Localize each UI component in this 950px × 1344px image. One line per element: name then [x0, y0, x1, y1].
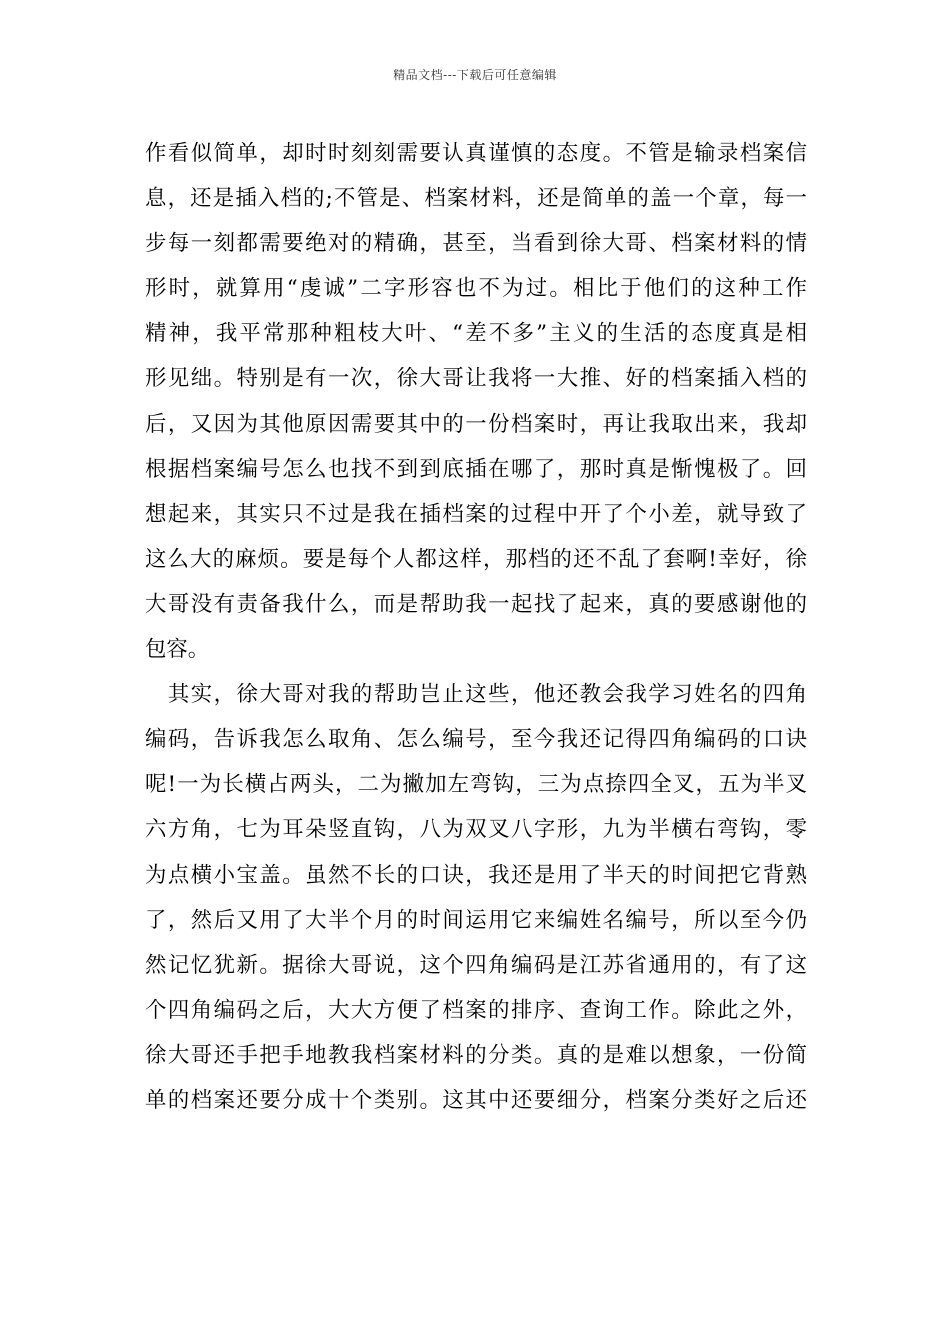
text-line: 大哥没有责备我什么，而是帮助我一起找了起来，真的要感谢他的 — [145, 591, 807, 617]
text-line: 精神，我平常那种粗枝大叶、“差不多”主义的生活的态度真是相 — [145, 321, 807, 347]
text-line: 根据档案编号怎么也找不到到底插在哪了，那时真是惭愧极了。回 — [145, 456, 807, 482]
text-line: 为点横小宝盖。虽然不长的口诀，我还是用了半天的时间把它背熟 — [145, 862, 807, 888]
text-line: 作看似简单，却时时刻刻需要认真谨慎的态度。不管是输录档案信 — [145, 141, 807, 166]
text-line: 个四角编码之后，大大方便了档案的排序、查询工作。除此之外， — [145, 997, 807, 1023]
paragraph-1 — [145, 131, 807, 672]
text-line: 然记忆犹新。据徐大哥说，这个四角编码是江苏省通用的，有了这 — [145, 952, 807, 978]
text-line: 包容。 — [145, 637, 210, 663]
text-line: 六方角，七为耳朵竖直钩，八为双叉八字形，九为半横右弯钩，零 — [145, 817, 807, 843]
text-line: 其实，徐大哥对我的帮助岂止这些，他还教会我学习姓名的四角 — [145, 682, 807, 708]
text-line: 呢!一为长横占两头，二为撇加左弯钩，三为点捺四全叉，五为半叉 — [145, 772, 807, 798]
text-line: 步每一刻都需要绝对的精确，甚至，当看到徐大哥、档案材料的情 — [145, 231, 807, 257]
text-line: 形时，就算用“虔诚”二字形容也不为过。相比于他们的这种工作 — [145, 276, 807, 302]
text-line: 单的档案还要分成十个类别。这其中还要细分，档案分类好之后还 — [145, 1087, 807, 1113]
text-line: 息，还是插入档的;不管是、档案材料，还是简单的盖一个章，每一 — [145, 186, 807, 212]
text-line: 了，然后又用了大半个月的时间运用它来编姓名编号，所以至今仍 — [145, 907, 807, 933]
running-header: 精品文档---下载后可任意编辑 — [393, 68, 557, 82]
text-line: 这么大的麻烦。要是每个人都这样，那档的还不乱了套啊!幸好，徐 — [145, 546, 807, 572]
body-text — [145, 131, 807, 1123]
text-line: 编码，告诉我怎么取角、怎么编号，至今我还记得四角编码的口诀 — [145, 727, 807, 753]
text-line: 后，又因为其他原因需要其中的一份档案时，再让我取出来，我却 — [145, 411, 807, 437]
paragraph-2 — [145, 672, 807, 1123]
text-line: 想起来，其实只不过是我在插档案的过程中开了个小差，就导致了 — [145, 501, 807, 527]
text-line: 形见绌。特别是有一次，徐大哥让我将一大推、好的档案插入档的 — [145, 366, 807, 392]
text-line: 徐大哥还手把手地教我档案材料的分类。真的是难以想象，一份简 — [145, 1042, 807, 1068]
